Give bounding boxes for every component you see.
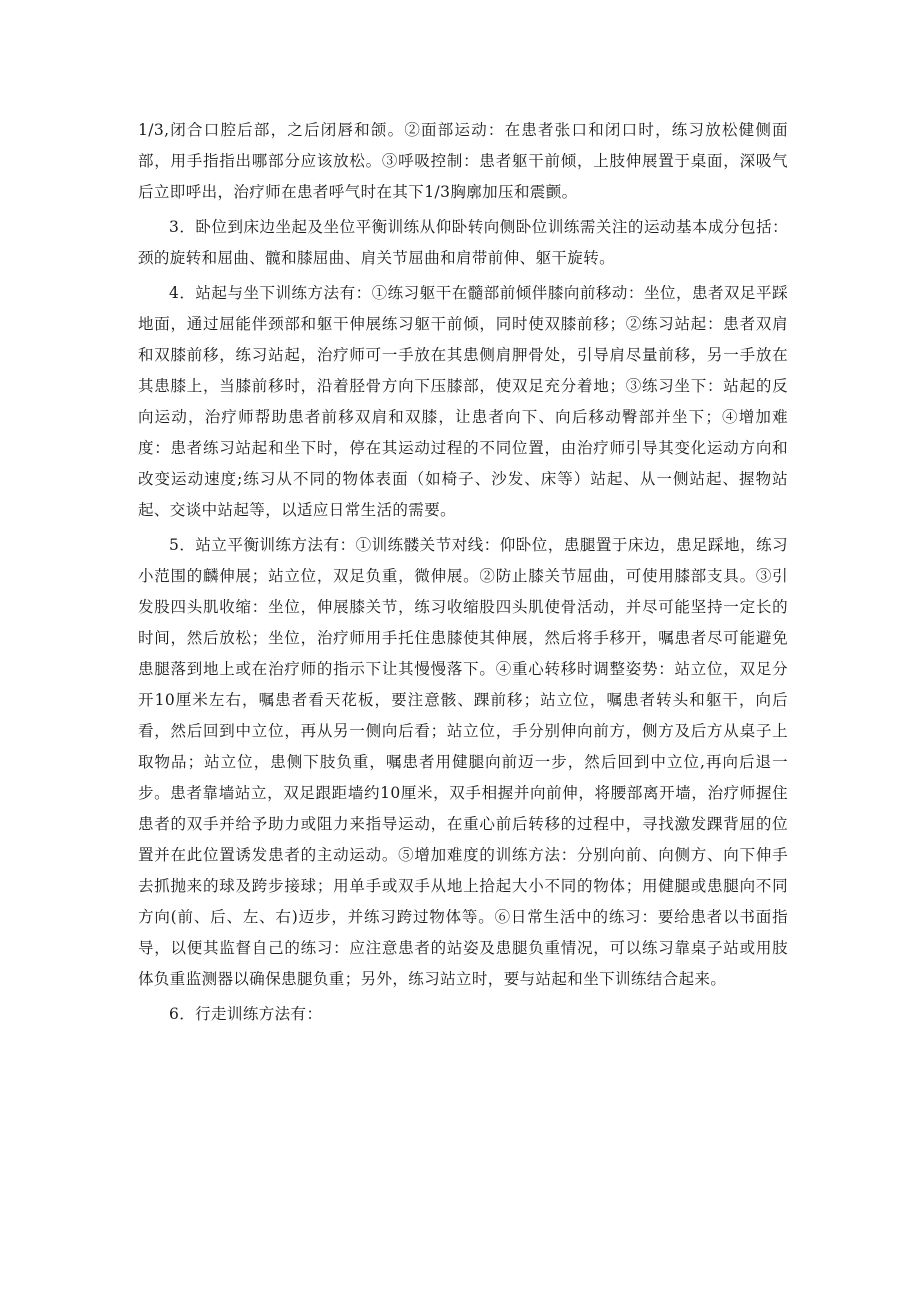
paragraph-continued: 1/3,闭合口腔后部，之后闭唇和颌。②面部运动：在患者张口和闭口时，练习放松健侧面部，用手指指出哪部分应该放松。③呼吸控制：患者躯干前倾，上肢伸展置于桌面，深吸气后立即呼出，治疗师在患者呼气时在其下1/3胸廓加压和震颤。 [138, 121, 788, 201]
paragraph-item-4: 4．站起与坐下训练方法有：①练习躯干在髓部前倾伴膝向前移动：坐位，患者双足平踩地面，通过屈能伴颈部和躯干伸展练习躯干前倾，同时使双膝前移；②练习站起：患者双肩和双膝前移，练习站起，治疗师可一手放在其患侧肩胛骨处，引导肩尽量前移，另一手放在其患膝上，当膝前移时，沿着胫骨方向下压膝部，使双足充分着地；③练习坐下：站起的反向运动，治疗师帮助患者前移双肩和双膝，让患者向下、向后移动臀部并坐下；④增加难度：患者练习站起和坐下时，停在其运动过程的不同位置，由治疗师引导其变化运动方向和改变运动速度;练习从不同的物体表面（如椅子、沙发、床等）站起、从一侧站起、握物站起、交谈中站起等，以适应日常生活的需要。 [138, 284, 788, 519]
document-page [138, 115, 788, 1034]
paragraph-item-3: 3．卧位到床边坐起及坐位平衡训练从仰卧转向侧卧位训练需关注的运动基本成分包括：颈的旋转和屈曲、髋和膝屈曲、肩关节屈曲和肩带前伸、躯干旋转。 [138, 218, 788, 267]
paragraph-item-5: 5．站立平衡训练方法有：①训练髅关节对线：仰卧位，患腿置于床边，患足踩地，练习小范围的麟伸展；站立位，双足负重，微伸展。②防止膝关节屈曲，可使用膝部支具。③引发股四头肌收缩：坐位，伸展膝关节，练习收缩股四头肌使骨活动，并尽可能坚持一定长的时间，然后放松；坐位，治疗师用手托住患膝使其伸展，然后将手移开，嘱患者尽可能避免患腿落到地上或在治疗师的指示下让其慢慢落下。④重心转移时调整姿势：站立位，双足分开10厘米左右，嘱患者看天花板，要注意骸、踝前移；站立位，嘱患者转头和躯干，向后看，然后回到中立位，再从另一侧向后看；站立位，手分别伸向前方，侧方及后方从桌子上取物品；站立位，患侧下肢负重，嘱患者用健腿向前迈一步，然后回到中立位,再向后退一步。患者靠墙站立，双足跟距墙约10厘米，双手相握并向前伸，将腰部离开墙，治疗师握住患者的双手并给予助力或阻力来指导运动，在重心前后转移的过程中，寻找激发踝背屈的位置并在此位置诱发患者的主动运动。⑤增加难度的训练方法：分别向前、向侧方、向下伸手去抓抛来的球及跨步接球；用单手或双手从地上拾起大小不同的物体；用健腿或患腿向不同方向(前、后、左、右)迈步，并练习跨过物体等。⑥日常生活中的练习：要给患者以书面指导，以便其监督自己的练习：应注意患者的站姿及患腿负重情况，可以练习靠桌子站或用肢体负重监测器以确保患腿负重；另外，练习站立时，要与站起和坐下训练结合起来。 [138, 536, 788, 988]
paragraph-item-6: 6．行走训练方法有： [169, 1005, 323, 1023]
